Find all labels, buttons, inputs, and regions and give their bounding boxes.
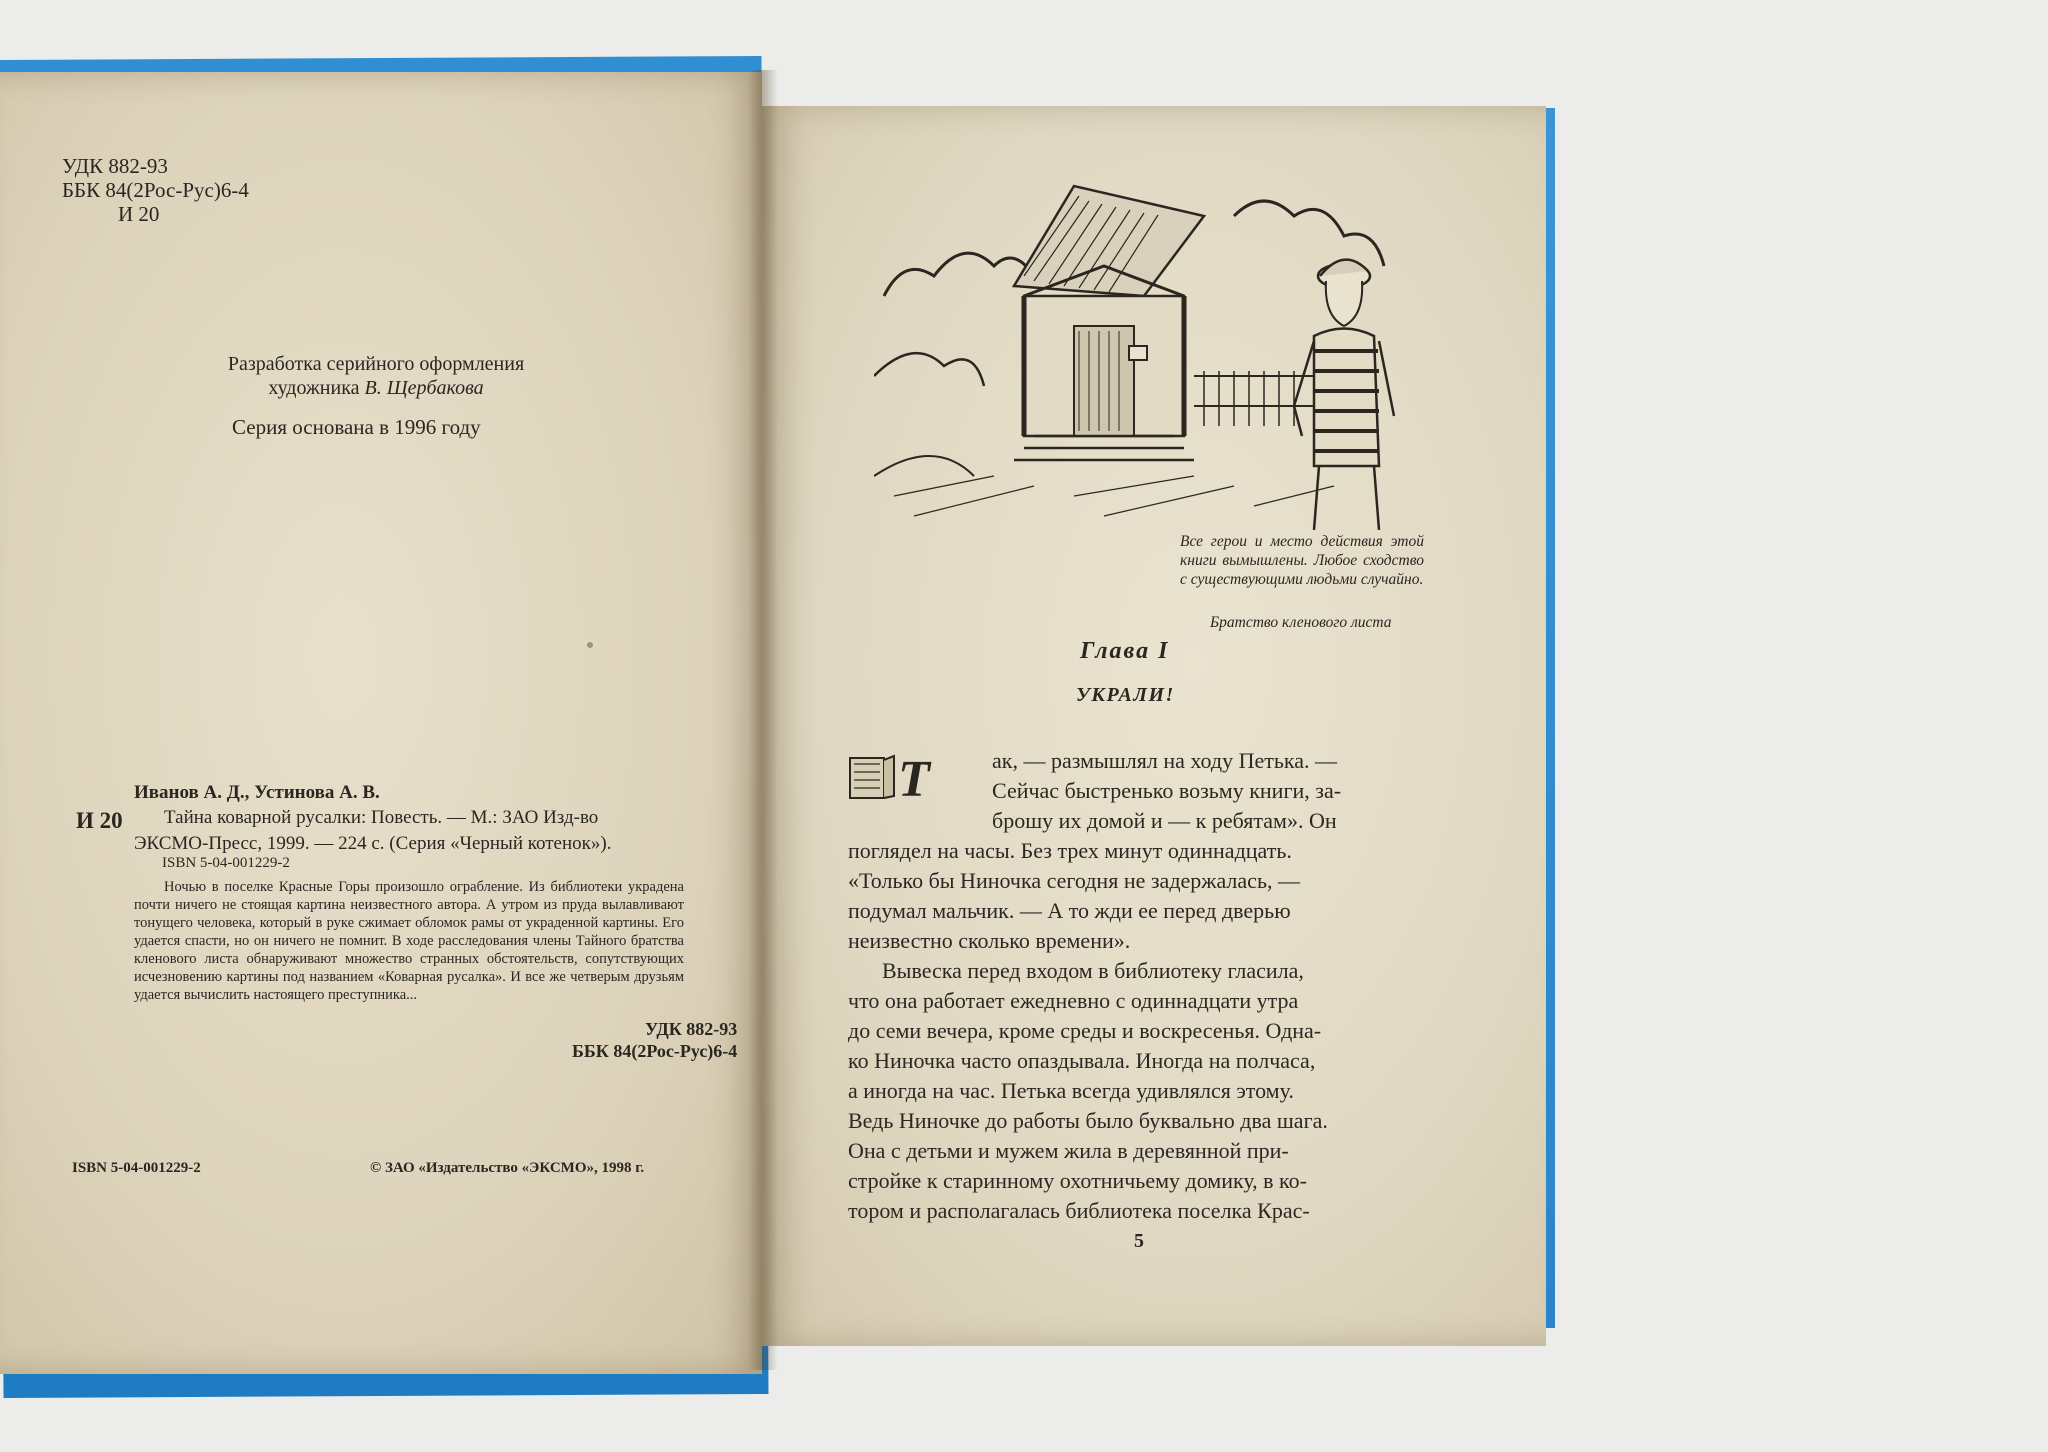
chapter-heading: Глава I: [1080, 638, 1170, 664]
body-line: что она работает ежедневно с одиннадцати утра: [848, 988, 1299, 1013]
isbn-footer: ISBN 5-04-001229-2: [72, 1160, 201, 1176]
body-line: Она с детьми и мужем жила в деревянной при-: [848, 1138, 1289, 1163]
series-design-credit: [196, 352, 556, 400]
udk-top-block: [62, 154, 249, 226]
design-line2: [196, 376, 556, 400]
udk-top-line: УДК 882-93: [62, 154, 168, 178]
body-line: ко Ниночка часто опаздывала. Иногда на полчаса,: [848, 1048, 1316, 1073]
bbk-bottom-line: ББК 84(2Рос-Рус)6-4: [572, 1041, 738, 1061]
bibliographic-entry: [134, 805, 694, 857]
bbk-top-line: ББК 84(2Рос-Рус)6-4: [62, 178, 249, 202]
body-line: Вывеска перед входом в библиотеку гласила,: [882, 958, 1304, 983]
body-line: стройке к старинному охотничьему домику, в ко-: [848, 1168, 1307, 1193]
authors: Иванов А. Д., Устинова А. В.: [134, 782, 380, 803]
fiction-disclaimer: Все герои и место действия этой книги вымышлены. Любое сходство с существующими людьми случайно.: [1180, 533, 1424, 588]
body-line: поглядел на часы. Без трех минут одиннадцать.: [848, 838, 1292, 863]
disclaimer-signature: Братство кленового листа: [1210, 614, 1392, 631]
designer-name: В. Щербакова: [364, 377, 484, 399]
design-line1: Разработка серийного оформления: [227, 353, 525, 375]
copyright: © ЗАО «Издательство «ЭКСМО», 1998 г.: [370, 1160, 645, 1176]
index-top-line: И 20: [118, 202, 160, 226]
udk-bottom-line: УДК 882-93: [644, 1019, 738, 1039]
chapter-illustration: [874, 176, 1422, 530]
page-stain: [587, 642, 593, 648]
book-gutter: [748, 70, 778, 1370]
body-line: Сейчас быстренько возьму книги, за-: [992, 778, 1342, 803]
body-line: тором и располагалась библиотека поселка Крас-: [848, 1198, 1310, 1223]
isbn-entry: ISBN 5-04-001229-2: [162, 855, 290, 871]
dropcap-ornament: [846, 746, 962, 808]
page-number: 5: [1134, 1230, 1144, 1252]
body-line: ак, — размышлял на ходу Петька. —: [992, 748, 1337, 773]
left-page: [0, 72, 762, 1374]
bib-line1: Тайна коварной русалки: Повесть. — М.: ЗАО Изд-во: [164, 807, 599, 828]
book-abstract: Ночью в поселке Красные Горы произошло ограбление. Из библиотеки украдена почти ничего не стоящая картина неизвестного автора. А утром из пруда вылавливают тонущего человека, который в руке сжимает обломок рамы от украденной картины. Его удается спасти, но он ничего не помнит. В ходе расследования члены Тайного братства кленового листа обнаруживают множество странных обстоятельств, сопутствующих исчезновению картины под названием «Коварная русалка». И все же четверым друзьям удается вычислить настоящего преступника...: [134, 879, 684, 1003]
dropcap-letter: Т: [898, 751, 930, 808]
udk-bottom-block: [572, 1018, 737, 1062]
series-founded: Серия основана в 1996 году: [232, 415, 481, 439]
body-line: брошу их домой и — к ребятам». Он: [992, 808, 1337, 833]
bib-line2: ЭКСМО-Пресс, 1999. — 224 с. (Серия «Черный котенок»).: [134, 833, 612, 854]
body-line: подумал мальчик. — А то жди ее перед дверью: [848, 898, 1291, 923]
catalog-index: И 20: [76, 808, 123, 833]
body-line: Ведь Ниночке до работы было буквально два шага.: [848, 1108, 1328, 1133]
body-line: до семи вечера, кроме среды и воскресенья. Одна-: [848, 1018, 1322, 1043]
chapter-title: УКРАЛИ!: [1076, 684, 1175, 706]
design-line2-prefix: художника: [268, 377, 365, 399]
body-line: неизвестно сколько времени».: [848, 928, 1131, 953]
body-line: «Только бы Ниночка сегодня не задержалась, —: [848, 868, 1300, 893]
body-line: а иногда на час. Петька всегда удивлялся этому.: [848, 1078, 1294, 1103]
